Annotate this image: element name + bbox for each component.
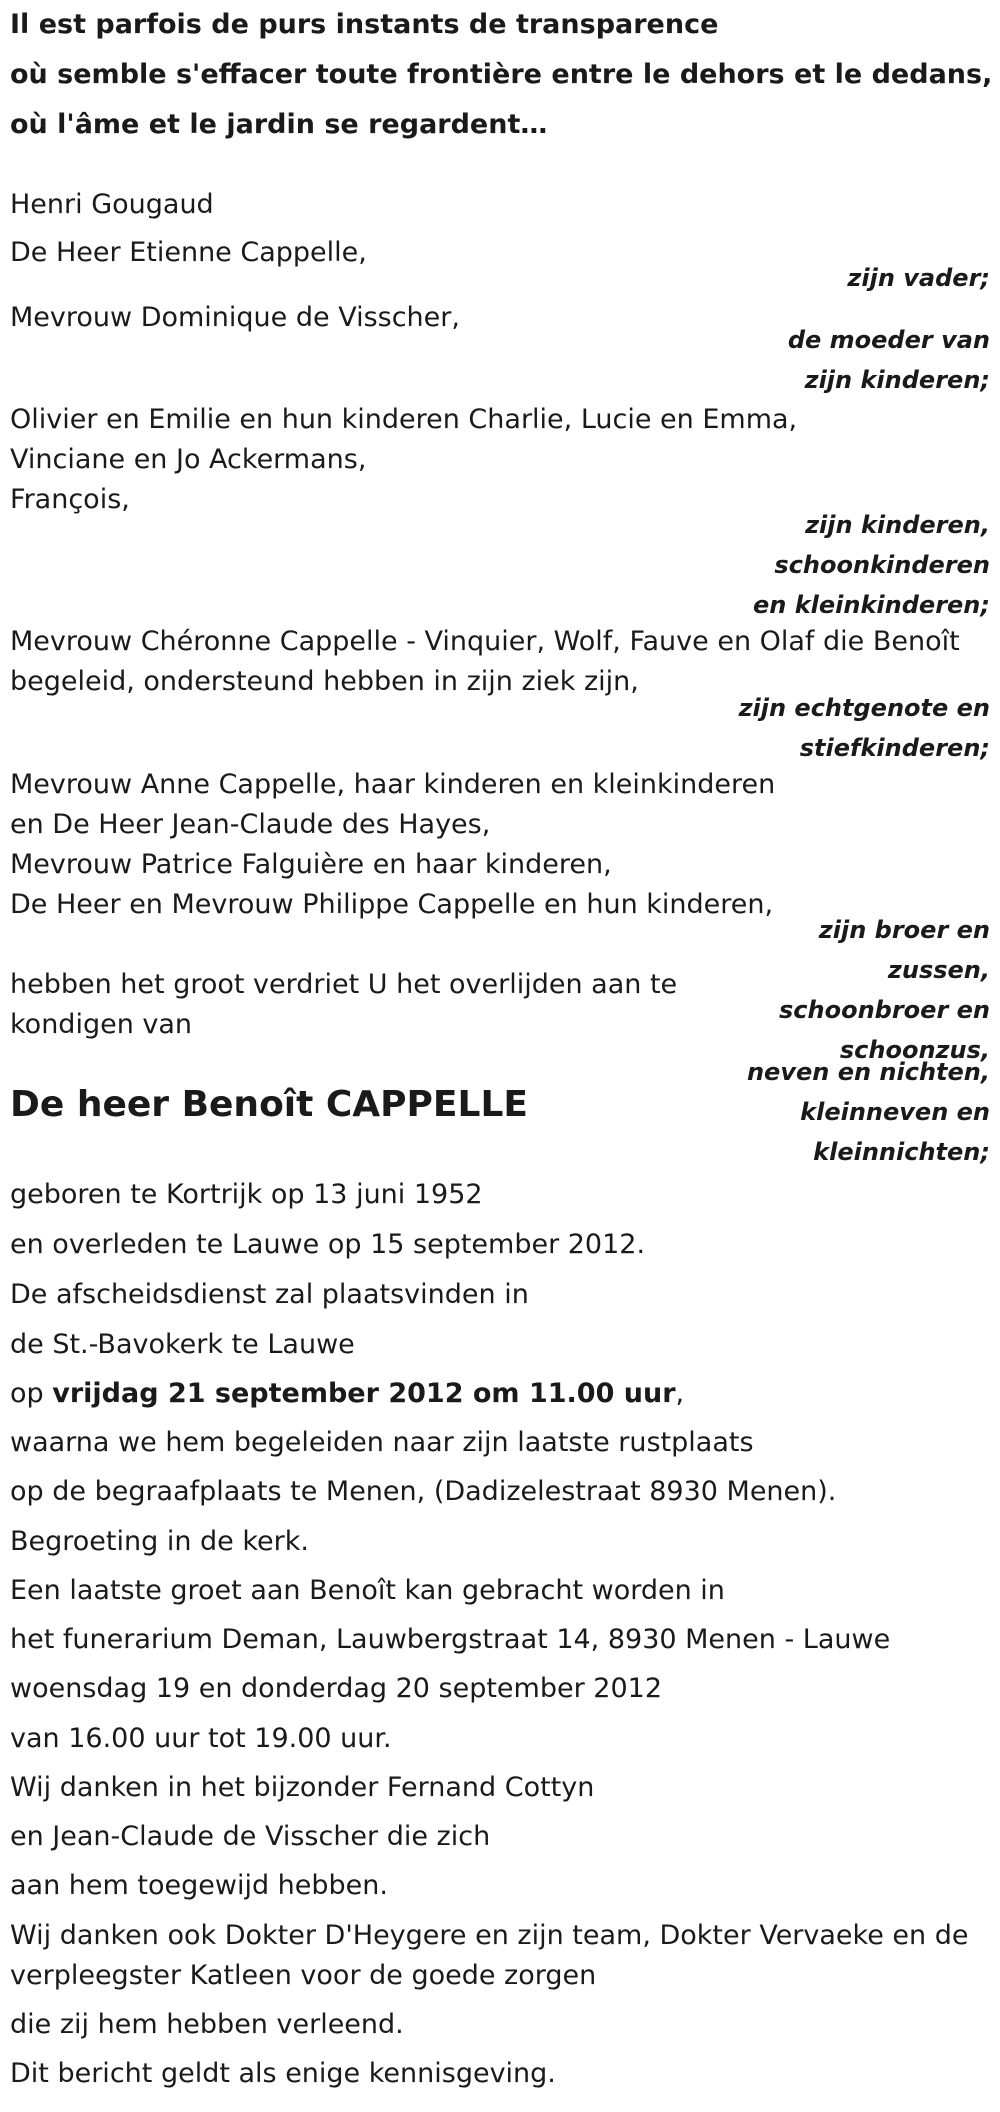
service-datetime: vrijdag 21 september 2012 om 11.00 uur xyxy=(52,1378,676,1409)
quote-line-3: où l'âme et le jardin se regardent… xyxy=(10,109,548,140)
relation-siblings-3: schoonbroer en xyxy=(779,996,990,1024)
detail-notice: Dit bericht geldt als enige kennisgeving. xyxy=(10,2058,556,2089)
detail-thanks-1: Wij danken in het bijzonder Fernand Cottyn xyxy=(10,1772,595,1803)
family-children-3: François, xyxy=(10,484,130,515)
quote-line-1: Il est parfois de purs instants de transparence xyxy=(10,9,719,40)
detail-visit-1: Een laatste groet aan Benoît kan gebracht worden in xyxy=(10,1575,725,1606)
relation-mother-2: zijn kinderen; xyxy=(804,366,990,394)
relation-siblings-6: kleinneven en xyxy=(800,1098,990,1126)
detail-visit-4: van 16.00 uur tot 19.00 uur. xyxy=(10,1723,392,1754)
service-prefix: op xyxy=(10,1378,53,1409)
family-siblings-3: Mevrouw Patrice Falguière en haar kinderen, xyxy=(10,849,612,880)
detail-thanks-6: die zij hem hebben verleend. xyxy=(10,2009,404,2040)
relation-children-3: en kleinkinderen; xyxy=(752,591,990,619)
relation-partner-2: stiefkinderen; xyxy=(799,734,990,762)
family-siblings-4: De Heer en Mevrouw Philippe Cappelle en hun kinderen, xyxy=(10,889,774,920)
detail-thanks-2: en Jean-Claude de Visscher die zich xyxy=(10,1821,491,1852)
relation-siblings-1: zijn broer en xyxy=(818,916,990,944)
relation-mother-1: de moeder van xyxy=(787,326,990,354)
detail-thanks-5: verpleegster Katleen voor de goede zorgen xyxy=(10,1960,597,1991)
quote-author: Henri Gougaud xyxy=(10,189,214,220)
family-children-1: Olivier en Emilie en hun kinderen Charlie, Lucie en Emma, xyxy=(10,404,798,435)
detail-thanks-4: Wij danken ook Dokter D'Heygere en zijn team, Dokter Vervaeke en de xyxy=(10,1920,969,1951)
relation-father: zijn vader; xyxy=(847,264,990,292)
detail-service-1: De afscheidsdienst zal plaatsvinden in xyxy=(10,1279,529,1310)
detail-burial-1: waarna we hem begeleiden naar zijn laatste rustplaats xyxy=(10,1427,754,1458)
detail-service-3 xyxy=(10,1374,684,1414)
family-siblings-1: Mevrouw Anne Cappelle, haar kinderen en kleinkinderen xyxy=(10,769,776,800)
relation-siblings-2: zussen, xyxy=(887,956,990,984)
family-father: De Heer Etienne Cappelle, xyxy=(10,237,367,268)
detail-visit-3: woensdag 19 en donderdag 20 september 2012 xyxy=(10,1673,662,1704)
detail-visit-2: het funerarium Deman, Lauwbergstraat 14, 8930 Menen - Lauwe xyxy=(10,1624,891,1655)
detail-service-2: de St.-Bavokerk te Lauwe xyxy=(10,1329,355,1360)
relation-siblings-4: schoonzus, xyxy=(839,1036,990,1064)
family-siblings-2: en De Heer Jean-Claude des Hayes, xyxy=(10,809,491,840)
service-suffix: , xyxy=(675,1378,685,1409)
quote-line-2: où semble s'effacer toute frontière entre le dehors et le dedans, xyxy=(10,59,993,90)
family-partner-2: begeleid, ondersteund hebben in zijn ziek zijn, xyxy=(10,666,639,697)
announce-line-2: kondigen van xyxy=(10,1009,193,1040)
relation-partner-1: zijn echtgenote en xyxy=(738,694,990,722)
relation-children-1: zijn kinderen, xyxy=(805,511,990,539)
family-partner-1: Mevrouw Chéronne Cappelle - Vinquier, Wolf, Fauve en Olaf die Benoît xyxy=(10,626,960,657)
detail-burial-2: op de begraafplaats te Menen, (Dadizelestraat 8930 Menen). xyxy=(10,1476,837,1507)
family-children-2: Vinciane en Jo Ackermans, xyxy=(10,444,367,475)
announce-line-1: hebben het groot verdriet U het overlijden aan te xyxy=(10,969,678,1000)
detail-died: en overleden te Lauwe op 15 september 2012. xyxy=(10,1229,646,1260)
detail-greeting: Begroeting in de kerk. xyxy=(10,1526,309,1557)
family-mother: Mevrouw Dominique de Visscher, xyxy=(10,302,460,333)
relation-children-2: schoonkinderen xyxy=(774,551,990,579)
deceased-name: De heer Benoît CAPPELLE xyxy=(10,1084,528,1125)
detail-born: geboren te Kortrijk op 13 juni 1952 xyxy=(10,1179,483,1210)
detail-thanks-3: aan hem toegewijd hebben. xyxy=(10,1870,388,1901)
relation-siblings-7: kleinnichten; xyxy=(813,1138,990,1166)
relation-siblings-5: neven en nichten, xyxy=(746,1058,990,1086)
